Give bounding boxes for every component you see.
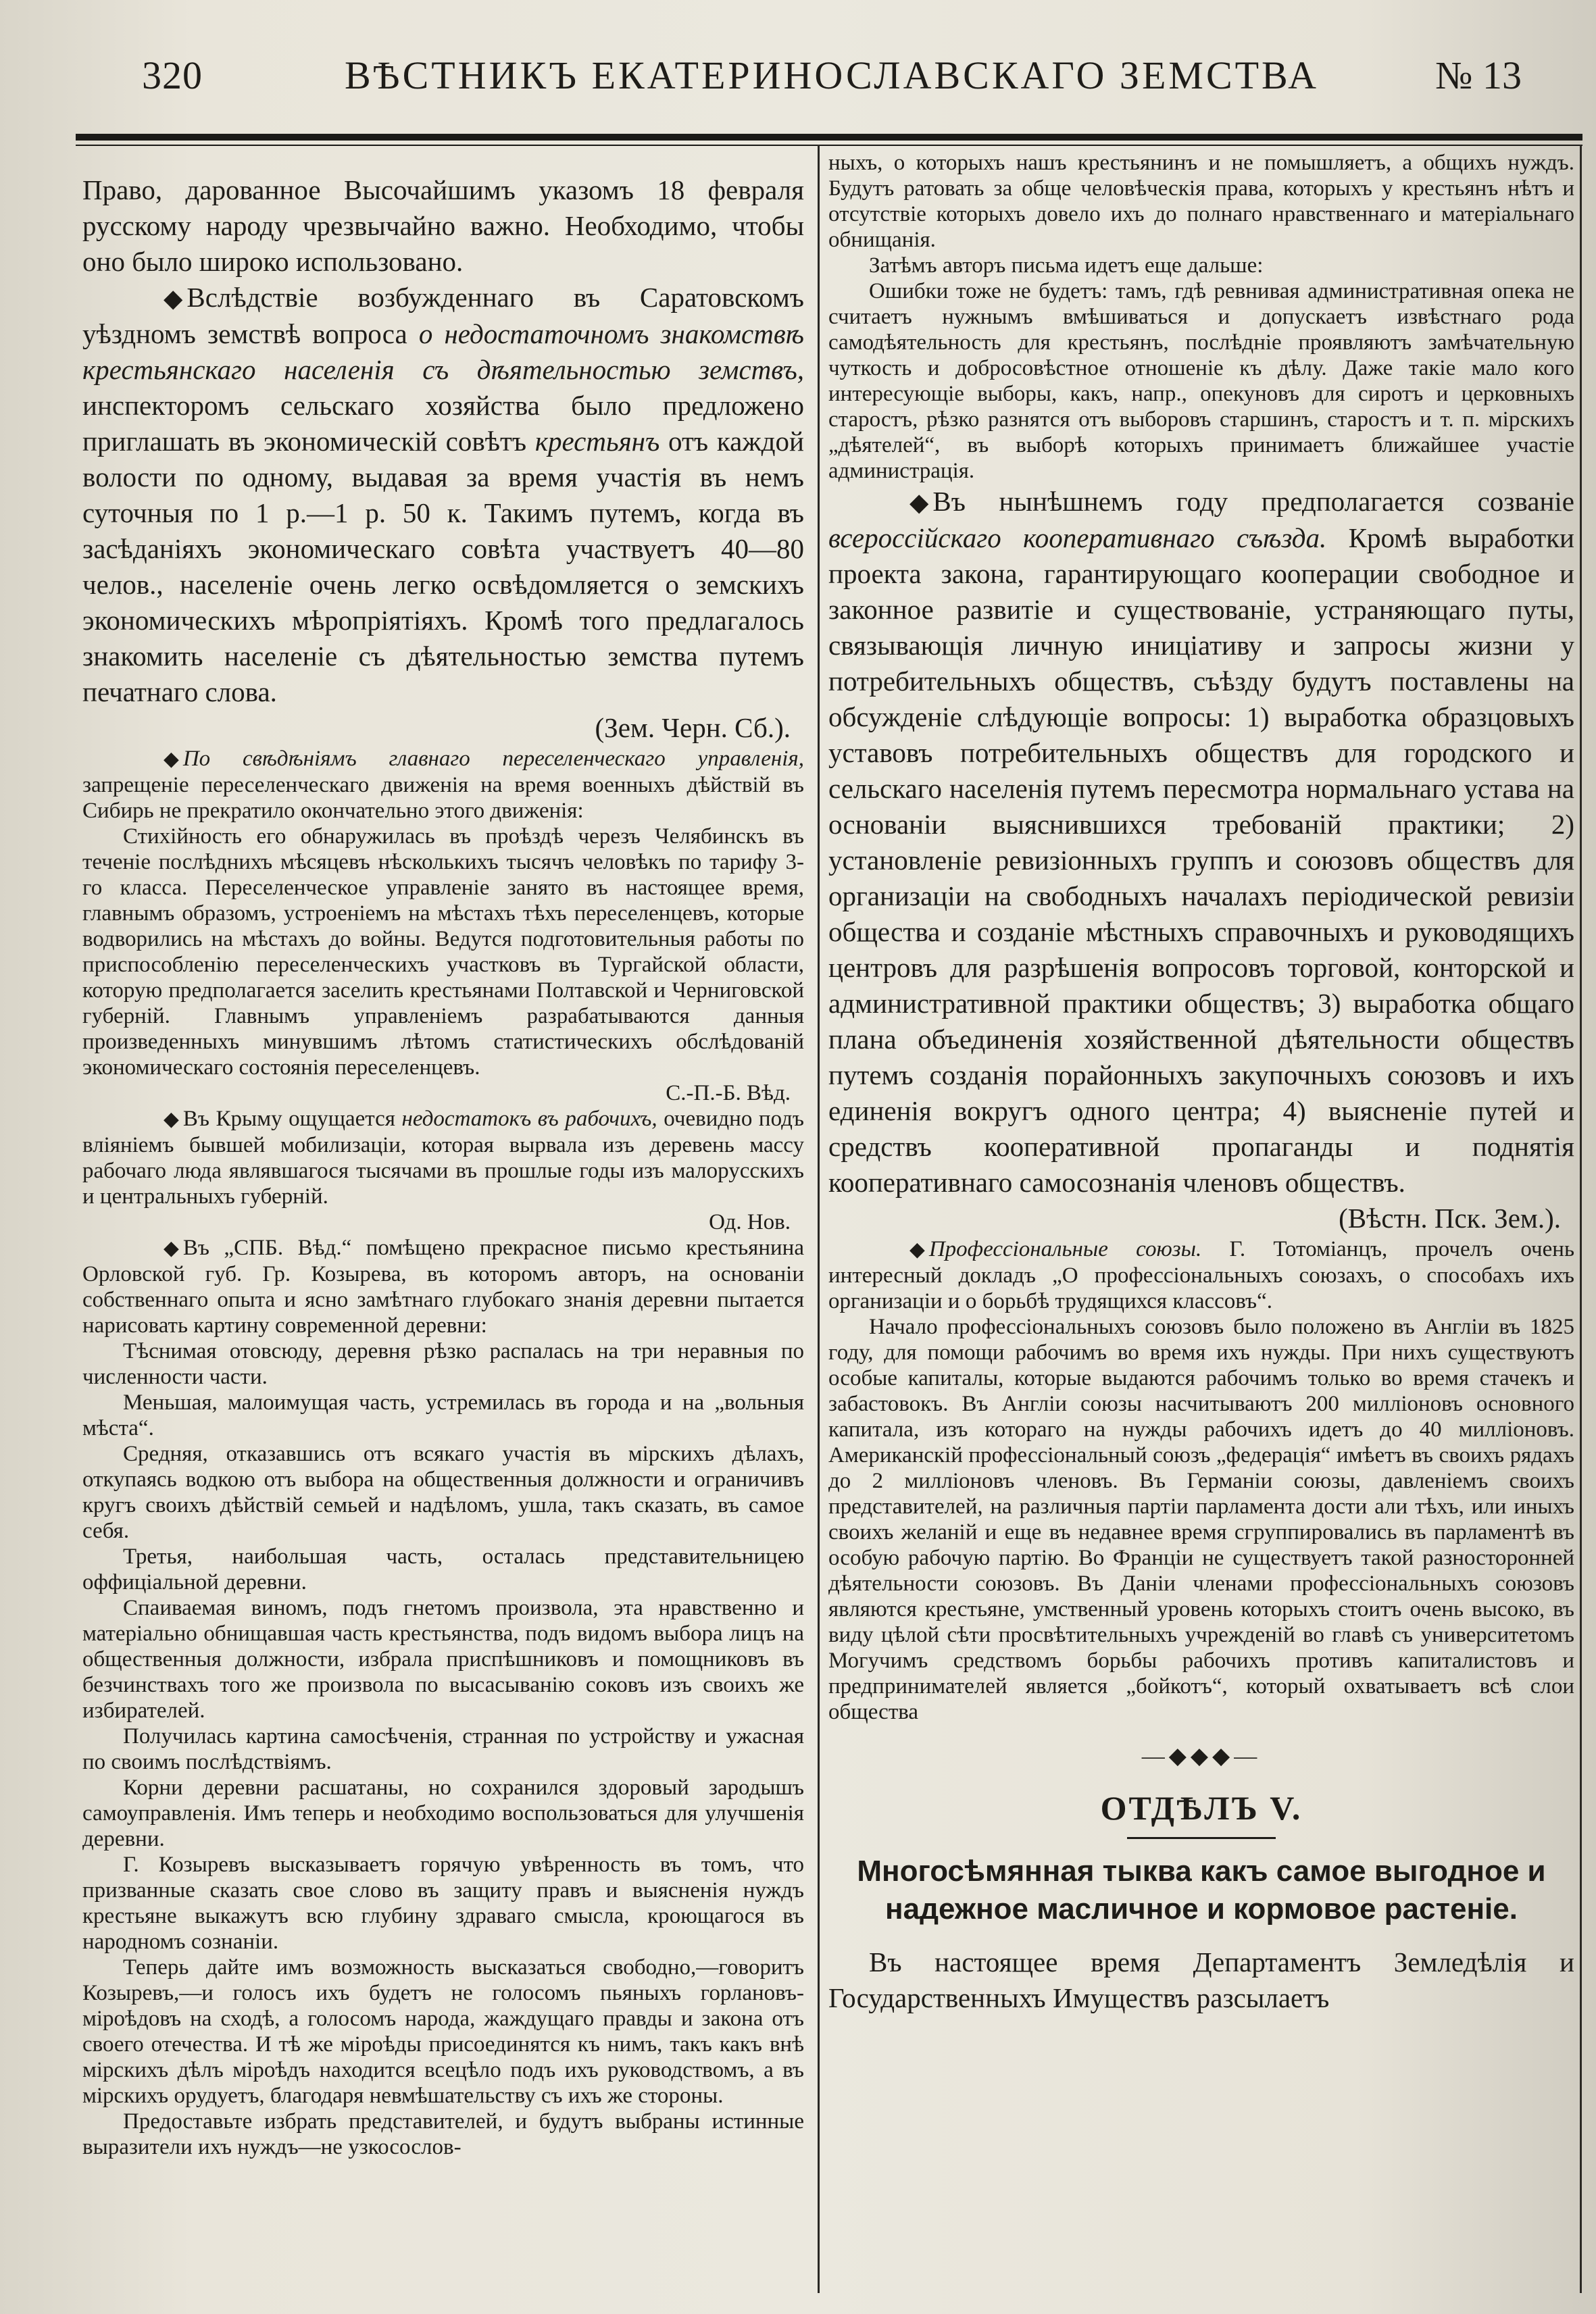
paragraph: Затѣмъ авторъ письма идетъ еще дальше: (869, 253, 1264, 278)
paragraph-marker-icon: ◆ (909, 1239, 925, 1261)
paragraph: Начало профессіональныхъ союзовъ было положено въ Англіи въ 1825 году, для помощи рабочимъ во время ихъ нужды. При нихъ существуютъ особые капиталы, которые выдаются рабочимъ только во время стачекъ и забастовокъ. Въ Англіи союзы насчитываютъ 200 милліоновъ основного капитала, изъ котораго на нужды рабочихъ идетъ до 40 милліоновъ. Американскій профессіональный союзъ „федерація“ имѣетъ въ своихъ рядахъ до 2 милліоновъ членовъ. Въ Германіи союзы, давленіемъ своихъ представителей, на различныя партіи парламента дости али тѣхъ, или иныхъ своихъ желаній и еще въ недавнее время сгруппировались въ парламентѣ въ особую рабочую партію. Во Франціи не существуетъ такой разносторонней дѣятельности союзовъ. Въ Даніи членами профессіональныхъ союзовъ являются крестьяне, умственный уровень которыхъ стоитъ очень высоко, въ виду цѣлой сѣти просвѣтительныхъ учрежденій во главѣ съ университетомъ Могучимъ средствомъ борьбы рабочихъ противъ капиталистовъ и предпринимателей является „бойкотъ“, который охватываетъ всѣ слои общества (828, 1315, 1574, 1724)
header-rule-thin (76, 145, 1582, 146)
paragraph: ныхъ, о которыхъ нашъ крестьянинъ и не помышляетъ, а общихъ нуждъ. Будутъ ратовать за обще человѣческія права, которыхъ у крестьянъ нѣтъ и отсутствіе которыхъ довело ихъ до полнаго нравственнаго и матеріальнаго обнищанія. (828, 151, 1574, 252)
ornament-divider: —◆◆◆— (1141, 1744, 1262, 1769)
source-note: (Вѣстн. Пск. Зем.). (1339, 1203, 1561, 1234)
source-note: Од. Нов. (709, 1210, 791, 1234)
paragraph-resettlement: ◆ По свѣдѣніямъ главнаго переселенческаго управленія, запрещеніе переселенческаго движенія на время военныхъ дѣйствій въ Сибирь не прекратило окончательно этого движенія: (82, 747, 804, 823)
paragraph: Спаиваемая виномъ, подъ гнетомъ произвола, эта нравственно и матеріально обнищавшая часть крестьянства, подъ видомъ выбора лицъ на общественныя должности, избрала приспѣшниковъ и помощниковъ въ безчинствахъ того же произвола по высасыванію соковъ изъ своихъ же избирателей. (82, 1596, 804, 1723)
paragraph: Право, дарованное Высочайшимъ указомъ 18 февраля русскому народу чрезвычайно важно. Необходимо, чтобы оно было широко использовано. (82, 174, 804, 277)
left-column (82, 172, 804, 2160)
right-column (828, 150, 1574, 2016)
article-title: Многосѣмянная тыква какъ самое выгодное и надежное масличное и кормовое растеніе. (857, 1855, 1546, 1926)
header-rule-thick (76, 134, 1582, 141)
paragraph-letter: ◆ Въ „СПБ. Вѣд.“ помѣщено прекрасное письмо крестьянина Орловской губ. Гр. Козырева, въ которомъ авторъ, на основаніи собственнаго опыта и ясно замѣтнаго глубокаго знанія деревни пытается нарисовать картину современной деревни: (82, 1236, 804, 1338)
page-header (74, 53, 1522, 114)
source-note: (Зем. Черн. Сб.). (595, 712, 791, 743)
paragraph: Тѣснимая отовсюду, деревня рѣзко распалась на три неравныя по численности части. (82, 1339, 804, 1389)
paragraph: Теперь дайте имъ возможность высказаться свободно,—говоритъ Козыревъ,—и голосъ ихъ будетъ не голосомъ пьяныхъ горлановъ-міроѣдовъ на сходѣ, а голосомъ народа, жаждущаго правды и закона отъ своего отечества. И тѣ же міроѣды присоединятся къ нимъ, такъ какъ внѣ мірскихъ дѣлъ міроѣдъ находится всецѣло подъ ихъ руководствомъ, а въ мірскихъ орудуетъ, благодаря невмѣшательству съ ихъ же стороны. (82, 1955, 804, 2108)
paragraph-marker-icon: ◆ (164, 284, 183, 312)
paragraph: Предоставьте избрать представителей, и будутъ выбраны истинные выразители ихъ нуждъ—не узкосослов- (82, 2109, 804, 2159)
paragraph-crimea: ◆ Въ Крыму ощущается недостатокъ въ рабочихъ, очевидно подъ вліяніемъ бывшей мобилизаціи, которая вырвала изъ деревень массу рабочаго люда являвшагося тысячами въ прошлые годы изъ малорусскихъ и центральныхъ губерній. (82, 1107, 804, 1209)
paragraph: Третья, наибольшая часть, осталась представительницею оффиціальной деревни. (82, 1544, 804, 1594)
paragraph: Стихійность его обнаружилась въ проѣздѣ черезъ Челябинскъ въ теченіе послѣднихъ мѣсяцевъ нѣсколькихъ тысячъ человѣкъ по тарифу 3-го класса. Переселенческое управленіе занято въ настоящее время, главнымъ образомъ, устроеніемъ на мѣстахъ тѣхъ переселенцевъ, которые водворились на мѣстахъ до войны. Ведутся подготовительныя работы по приспособленію переселенческихъ участковъ въ Тургайской области, которую предполагается заселить крестьянами Полтавской и Черниговской губерній. Главнымъ управленіемъ разрабатываются данныя произведенныхъ минувшимъ лѣтомъ статистическихъ обслѣдованій экономическаго состоянія переселенцевъ. (82, 824, 804, 1080)
right-column-edge (1580, 145, 1582, 2293)
paragraph-marker-icon: ◆ (164, 749, 179, 770)
paragraph-marker-icon: ◆ (909, 488, 929, 516)
issue-number: № 13 (1435, 53, 1522, 97)
source-note: С.-П.-Б. Вѣд. (666, 1081, 791, 1105)
section-rule (1127, 1837, 1276, 1839)
paragraph-trade-unions: ◆ Профессіональные союзы. Г. Тотоміанцъ, прочелъ очень интересный докладъ „О профессіональныхъ союзахъ, о способахъ ихъ организаціи и о борьбѣ трудящихся классовъ“. (828, 1237, 1574, 1313)
paragraph: Получилась картина самосѣченія, странная по устройству и ужасная по своимъ послѣдствіямъ. (82, 1724, 804, 1774)
journal-title: ВѢСТНИКЪ ЕКАТЕРИНОСЛАВСКАГО ЗЕМСТВА (345, 53, 1319, 97)
paragraph: Г. Козыревъ высказываетъ горячую увѣренность въ томъ, что призванные сказать свое слово въ защиту правъ и выясненія нуждъ крестьяне выкажутъ всю глубину здраваго смысла, кроющагося въ народномъ сознаніи. (82, 1853, 804, 1954)
section-title: ОТДѢЛЪ V. (1100, 1789, 1303, 1827)
column-divider (818, 145, 820, 2293)
paragraph-cooperative-congress: ◆ Въ нынѣшнемъ году предполагается созваніе всероссійскаго кооперативнаго съѣзда. Кромѣ выработки проекта закона, гарантирующаго кооперации свободное и законное развитіе и существованіе, устраняющаго путы, связывающія личную иниціативу и запросы жизни у потребительныхъ обществъ, съѣзду будутъ поставлены на обсужденіе слѣдующіе вопросы: 1) выработка образцовыхъ уставовъ потребительныхъ обществъ для городского и сельскаго населенія путемъ пересмотра нормальнаго устава на основаніи выяснившихся требованій практики; 2) установленіе ревизіонныхъ группъ и союзовъ обществъ для организаціи на свободныхъ началахъ періодической ревизіи общества и созданіе мѣстныхъ справочныхъ и руководящихъ центровъ для разрѣшенія вопросовъ торговой, конторской и административной практики обществъ; 3) выработка общаго плана объединенія хозяйственной дѣятельности обществъ путемъ созданія порайонныхъ закупочныхъ союзовъ и ихъ единенія вокругъ одного центра; 4) выясненіе путей и средствъ кооперативной пропаганды и поднятія кооперативнаго самосознанія членовъ обществъ. (828, 486, 1574, 1198)
paragraph: Средняя, отказавшись отъ всякаго участія въ мірскихъ дѣлахъ, откупаясь водкою отъ выбора на общественныя должности и ограничивъ кругъ своихъ дѣйствій семьей и надѣломъ, ушла, такъ сказать, въ самое себя. (82, 1442, 804, 1543)
paragraph-marker-icon: ◆ (164, 1109, 179, 1130)
paragraph: Ошибки тоже не будетъ: тамъ, гдѣ ревнивая административная опека не считаетъ нужнымъ вмѣшиваться и допускаетъ извѣстнаго рода самодѣятельность для крестьянъ, послѣдніе проявляютъ замѣчательную чуткость и добросовѣстное отношеніе къ дѣлу. Даже такіе мало кого интересующіе выборы, какъ, напр., опекуновъ для сиротъ и церковныхъ старостъ, рѣзко разнятся отъ выборовъ старшинъ, старостъ и т. п. мірскихъ „дѣятелей“, въ выборѣ которыхъ принимаетъ ближайшее участіе администрація. (828, 279, 1574, 483)
paragraph: Корни деревни расшатаны, но сохранился здоровый зародышъ самоуправленія. Имъ теперь и необходимо воспользоваться для улучшенія деревни. (82, 1776, 804, 1851)
paragraph: Меньшая, малоимущая часть, устремилась въ города и на „вольныя мѣста“. (82, 1390, 804, 1440)
paragraph-marker-icon: ◆ (164, 1238, 179, 1259)
page-number: 320 (142, 53, 203, 97)
paragraph: Въ настоящее время Департаментъ Земледѣлія и Государственныхъ Имуществъ разсылаетъ (828, 1946, 1574, 2013)
paragraph-saratov: ◆ Вслѣдствіе возбужденнаго въ Саратовскомъ уѣздномъ земствѣ вопроса о недостаточномъ знакомствѣ крестьянскаго населенія съ дѣятельностью земствъ, инспекторомъ сельскаго хозяйства было предложено приглашать въ экономическій совѣтъ крестьянъ отъ каждой волости по одному, выдавая за время участія въ немъ суточныя по 1 р.—1 р. 50 к. Такимъ путемъ, когда въ засѣданіяхъ экономическаго совѣта участвуетъ 40—80 челов., населеніе очень легко освѣдомляется о земскихъ экономическихъ мѣропріятіяхъ. Кромѣ того предлагалось знакомить населеніе съ дѣятельностью земства путемъ печатнаго слова. (82, 282, 804, 707)
